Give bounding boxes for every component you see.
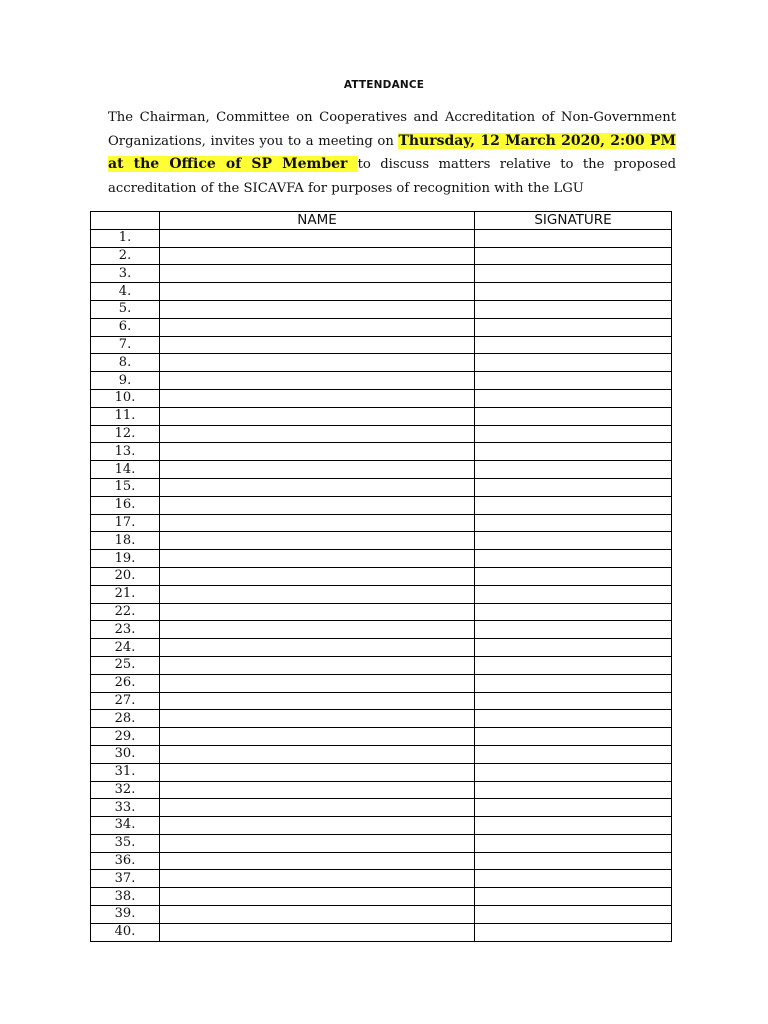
table-row	[91, 425, 672, 443]
signature-cell[interactable]	[475, 567, 672, 585]
name-cell[interactable]	[160, 354, 475, 372]
name-cell[interactable]	[160, 834, 475, 852]
table-row	[91, 496, 672, 514]
signature-cell[interactable]	[475, 621, 672, 639]
signature-cell[interactable]	[475, 888, 672, 906]
table-row	[91, 674, 672, 692]
name-cell[interactable]	[160, 407, 475, 425]
invitation-text-start: The Chairman, Committee on Cooperatives and Accreditation of Non-Government Organizations, invites you to a meeting on	[108, 110, 676, 149]
name-cell[interactable]	[160, 283, 475, 301]
row-number: 22.	[91, 603, 160, 621]
attendance-table	[90, 211, 672, 942]
signature-cell[interactable]	[475, 817, 672, 835]
table-row	[91, 834, 672, 852]
table-row	[91, 443, 672, 461]
row-number: 2.	[91, 247, 160, 265]
name-cell[interactable]	[160, 372, 475, 390]
number-column-header	[91, 212, 160, 230]
name-cell[interactable]	[160, 621, 475, 639]
table-row	[91, 763, 672, 781]
name-cell[interactable]	[160, 817, 475, 835]
signature-cell[interactable]	[475, 834, 672, 852]
name-cell[interactable]	[160, 265, 475, 283]
signature-cell[interactable]	[475, 496, 672, 514]
row-number: 7.	[91, 336, 160, 354]
signature-cell[interactable]	[475, 425, 672, 443]
signature-cell[interactable]	[475, 585, 672, 603]
row-number: 33.	[91, 799, 160, 817]
row-number: 27.	[91, 692, 160, 710]
name-column-header: NAME	[160, 212, 475, 230]
name-cell[interactable]	[160, 763, 475, 781]
table-header-row	[91, 212, 672, 230]
name-cell[interactable]	[160, 603, 475, 621]
name-cell[interactable]	[160, 585, 475, 603]
row-number: 34.	[91, 817, 160, 835]
table-row	[91, 817, 672, 835]
signature-cell[interactable]	[475, 247, 672, 265]
name-cell[interactable]	[160, 728, 475, 746]
table-row	[91, 692, 672, 710]
table-row	[91, 656, 672, 674]
row-number: 39.	[91, 906, 160, 924]
row-number: 5.	[91, 300, 160, 318]
signature-cell[interactable]	[475, 639, 672, 657]
signature-cell[interactable]	[475, 906, 672, 924]
name-cell[interactable]	[160, 799, 475, 817]
row-number: 11.	[91, 407, 160, 425]
table-row	[91, 336, 672, 354]
name-cell[interactable]	[160, 674, 475, 692]
table-row	[91, 585, 672, 603]
name-cell[interactable]	[160, 229, 475, 247]
name-cell[interactable]	[160, 745, 475, 763]
name-cell[interactable]	[160, 550, 475, 568]
row-number: 1.	[91, 229, 160, 247]
table-row	[91, 710, 672, 728]
name-cell[interactable]	[160, 478, 475, 496]
meeting-details-highlight: Thursday, 12 March 2020, 2:00 PM at the Office of SP Member	[108, 132, 676, 172]
signature-cell[interactable]	[475, 870, 672, 888]
row-number: 26.	[91, 674, 160, 692]
signature-cell[interactable]	[475, 550, 672, 568]
signature-cell[interactable]	[475, 389, 672, 407]
name-cell[interactable]	[160, 496, 475, 514]
name-cell[interactable]	[160, 870, 475, 888]
signature-cell[interactable]	[475, 781, 672, 799]
signature-cell[interactable]	[475, 265, 672, 283]
name-cell[interactable]	[160, 639, 475, 657]
table-row	[91, 300, 672, 318]
row-number: 3.	[91, 265, 160, 283]
name-cell[interactable]	[160, 906, 475, 924]
signature-cell[interactable]	[475, 603, 672, 621]
signature-cell[interactable]	[475, 514, 672, 532]
invitation-paragraph	[108, 106, 676, 200]
signature-cell[interactable]	[475, 674, 672, 692]
row-number: 4.	[91, 283, 160, 301]
signature-cell[interactable]	[475, 372, 672, 390]
name-cell[interactable]	[160, 923, 475, 941]
signature-cell[interactable]	[475, 656, 672, 674]
signature-cell[interactable]	[475, 745, 672, 763]
table-row	[91, 621, 672, 639]
table-row	[91, 372, 672, 390]
name-cell[interactable]	[160, 567, 475, 585]
document-title: ATTENDANCE	[343, 79, 425, 91]
row-number: 6.	[91, 318, 160, 336]
table-row	[91, 799, 672, 817]
name-cell[interactable]	[160, 247, 475, 265]
row-number: 31.	[91, 763, 160, 781]
row-number: 23.	[91, 621, 160, 639]
table-row	[91, 318, 672, 336]
row-number: 29.	[91, 728, 160, 746]
row-number: 9.	[91, 372, 160, 390]
attendance-rows	[91, 229, 672, 941]
name-cell[interactable]	[160, 389, 475, 407]
table-row	[91, 265, 672, 283]
name-cell[interactable]	[160, 443, 475, 461]
signature-cell[interactable]	[475, 692, 672, 710]
signature-cell[interactable]	[475, 532, 672, 550]
row-number: 20.	[91, 567, 160, 585]
table-row	[91, 567, 672, 585]
row-number: 38.	[91, 888, 160, 906]
signature-cell[interactable]	[475, 443, 672, 461]
table-row	[91, 603, 672, 621]
signature-cell[interactable]	[475, 354, 672, 372]
row-number: 35.	[91, 834, 160, 852]
table-row	[91, 781, 672, 799]
table-row	[91, 407, 672, 425]
row-number: 28.	[91, 710, 160, 728]
signature-cell[interactable]	[475, 923, 672, 941]
table-row	[91, 639, 672, 657]
name-cell[interactable]	[160, 514, 475, 532]
name-cell[interactable]	[160, 852, 475, 870]
name-cell[interactable]	[160, 888, 475, 906]
row-number: 8.	[91, 354, 160, 372]
row-number: 14.	[91, 461, 160, 479]
row-number: 16.	[91, 496, 160, 514]
signature-cell[interactable]	[475, 318, 672, 336]
invitation-text-end: to discuss matters relative to the proposed accreditation of the SICAVFA for purposes of recognition with the LGU	[108, 157, 677, 196]
signature-cell[interactable]	[475, 283, 672, 301]
name-cell[interactable]	[160, 781, 475, 799]
signature-cell[interactable]	[475, 799, 672, 817]
signature-cell[interactable]	[475, 852, 672, 870]
table-row	[91, 745, 672, 763]
row-number: 17.	[91, 514, 160, 532]
table-row	[91, 229, 672, 247]
name-cell[interactable]	[160, 318, 475, 336]
name-cell[interactable]	[160, 461, 475, 479]
name-cell[interactable]	[160, 425, 475, 443]
row-number: 13.	[91, 443, 160, 461]
name-cell[interactable]	[160, 532, 475, 550]
signature-cell[interactable]	[475, 710, 672, 728]
table-row	[91, 283, 672, 301]
row-number: 19.	[91, 550, 160, 568]
name-cell[interactable]	[160, 336, 475, 354]
table-row	[91, 389, 672, 407]
table-row	[91, 478, 672, 496]
table-row	[91, 461, 672, 479]
table-row	[91, 247, 672, 265]
table-row	[91, 870, 672, 888]
signature-cell[interactable]	[475, 407, 672, 425]
name-cell[interactable]	[160, 692, 475, 710]
signature-column-header: SIGNATURE	[475, 212, 672, 230]
table-row	[91, 923, 672, 941]
table-row	[91, 728, 672, 746]
row-number: 25.	[91, 656, 160, 674]
signature-cell[interactable]	[475, 336, 672, 354]
row-number: 15.	[91, 478, 160, 496]
table-row	[91, 354, 672, 372]
table-row	[91, 532, 672, 550]
row-number: 12.	[91, 425, 160, 443]
row-number: 18.	[91, 532, 160, 550]
signature-cell[interactable]	[475, 728, 672, 746]
row-number: 30.	[91, 745, 160, 763]
table-row	[91, 852, 672, 870]
table-row	[91, 514, 672, 532]
row-number: 10.	[91, 389, 160, 407]
signature-cell[interactable]	[475, 461, 672, 479]
row-number: 37.	[91, 870, 160, 888]
signature-cell[interactable]	[475, 763, 672, 781]
name-cell[interactable]	[160, 710, 475, 728]
table-row	[91, 888, 672, 906]
signature-cell[interactable]	[475, 478, 672, 496]
table-row	[91, 906, 672, 924]
signature-cell[interactable]	[475, 300, 672, 318]
row-number: 36.	[91, 852, 160, 870]
name-cell[interactable]	[160, 300, 475, 318]
table-row	[91, 550, 672, 568]
row-number: 40.	[91, 923, 160, 941]
row-number: 24.	[91, 639, 160, 657]
row-number: 32.	[91, 781, 160, 799]
row-number: 21.	[91, 585, 160, 603]
name-cell[interactable]	[160, 656, 475, 674]
signature-cell[interactable]	[475, 229, 672, 247]
